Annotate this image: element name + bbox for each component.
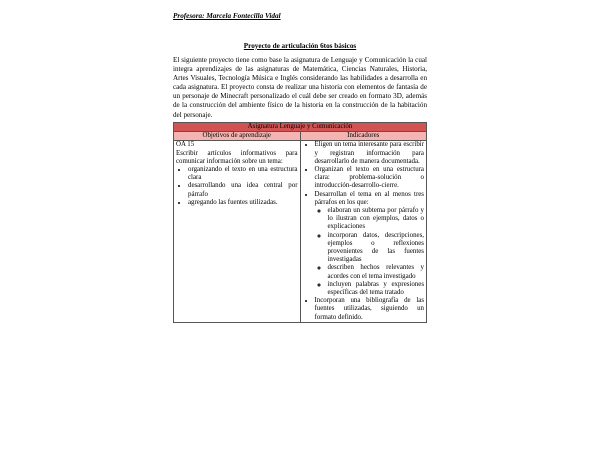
sub-indicator-item: ◦ incorporan datos, descripciones, ejemplos o reflexiones provenientes de las fuentes investigadas [328,232,425,265]
oa-bullet-list [176,166,298,207]
indicators-header: Indicadores [300,132,427,141]
subject-table [173,122,427,323]
sub-indicator-item: ◦ incluyen palabras y expresiones específicas del tema tratado [328,281,425,297]
sub-indicator-list [315,207,425,297]
column-header-row [174,132,427,141]
teacher-name: Profesora: Marcela Fontecilla Vidal [173,12,281,20]
oa-bullet: • agregando las fuentes utilizadas. [188,199,298,207]
document-title: Proyecto de articulación 6tos básicos [243,42,357,50]
objectives-cell [174,141,301,322]
indicator-item: • Eligen un tema interesante para escribir y registran información para desarrollarlo de manera documentada. [315,141,425,166]
sub-indicator-item: ◦ describen hechos relevantes y acordes con el tema investigado [328,264,425,280]
oa-text: Escribir artículos informativos para comunicar información sobre un tema: [176,149,298,165]
indicator-list [303,141,425,321]
sub-indicator-item: ◦ elaboran un subtema por párrafo y lo ilustran con ejemplos, datos o explicaciones [328,207,425,232]
indicator-item: • Incorporan una bibliografía de las fuentes utilizadas, siguiendo un formato definido. [315,297,425,322]
objectives-header: Objetivos de aprendizaje [174,132,301,141]
content-row [174,141,427,322]
oa-code: OA 15 [176,141,195,149]
intro-paragraph: El siguiente proyecto tiene como base la asignatura de Lenguaje y Comunicación la cual integra aprendizajes de las asignaturas de Matemática, Ciencias Naturales, Historia, Artes Visuales, Tecnología Música e Inglés considerando las habilidades a desarrolla en cada asignatura. El proyecto consta de realizar una historia con elementos de fantasía de un personaje de Minecraft personalizado el cuál debe ser creado en formato 3D, además de la construcción del ambiente físico de la historia en la construcción de la habitación del personaje. [173,56,427,119]
indicator-item: • Organizan el texto en una estructura clara: problema-solución o introducción-desarrollo-cierre. [315,166,425,191]
indicator-item [315,191,425,298]
subject-header: Asignatura Lenguaje y Comunicación [174,123,427,132]
oa-bullet: • organizando el texto en una estructura clara [188,166,298,182]
subject-header-row [174,123,427,132]
indicator-text: Desarrollan el tema en al menos tres párrafos en los que: [314,190,424,206]
indicators-cell [300,141,427,322]
oa-bullet: • desarrollando una idea central por párrafo [188,182,298,198]
